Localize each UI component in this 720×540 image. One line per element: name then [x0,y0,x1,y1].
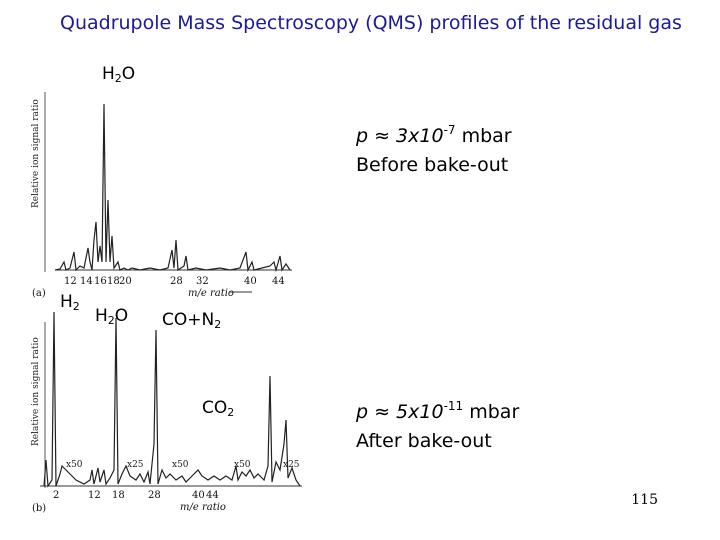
tick-label: 14 [80,276,93,287]
page-number: 115 [631,492,658,508]
tick-label: 44 [206,490,219,501]
panel-b-ylabel: Relative ion signal ratio [31,337,41,446]
panel-a-xlabel: m/e ratio [188,288,234,299]
tick-label: 16 [94,276,107,287]
multiplier-label: x25 [283,460,300,470]
tick-label: 18 [107,276,120,287]
panel-b-tag: (b) [32,503,47,514]
tick-label: 2 [53,490,60,501]
pressure-note-after: $p \approx 5x10^{-11}$ mbar After bake-out [356,399,520,452]
tick-label: 20 [119,276,132,287]
panel-a-ylabel: Relative ion signal ratio [31,99,41,208]
pressure-note-before: $p \approx 3x10^{-7}$ mbar Before bake-out [356,123,512,176]
panel-a-ticks [64,276,285,287]
slide-title: Quadrupole Mass Spectroscopy (QMS) profiles of the residual gas [60,12,682,34]
panel-b-spectrum [31,312,302,514]
tick-label: 40 [244,276,257,287]
peak-label-co-n2: $CO+N_2$ [162,310,222,331]
panel-a-tag: (a) [32,288,46,299]
multiplier-label: x50 [172,460,189,470]
tick-label: 18 [112,490,125,501]
tick-label: 28 [170,276,183,287]
peak-label-h2o-a: $H_2O$ [102,64,136,85]
tick-label: 40 [192,490,205,501]
panel-b-xlabel: m/e ratio [180,502,226,513]
panel-a-trace [55,104,290,270]
panel-a-spectrum [31,92,292,299]
multiplier-label: x50 [66,460,83,470]
peak-label-h2: $H_2$ [60,292,80,313]
tick-label: 28 [148,490,161,501]
panel-b-multipliers [66,460,300,470]
tick-label: 12 [88,490,101,501]
tick-label: 44 [272,276,285,287]
tick-label: 32 [196,276,209,287]
peak-label-co2: $CO_2$ [202,398,235,419]
panel-b-ticks [53,490,219,501]
peak-label-h2o-b: $H_2O$ [95,306,129,327]
multiplier-label: x50 [234,460,251,470]
multiplier-label: x25 [127,460,144,470]
tick-label: 12 [64,276,77,287]
